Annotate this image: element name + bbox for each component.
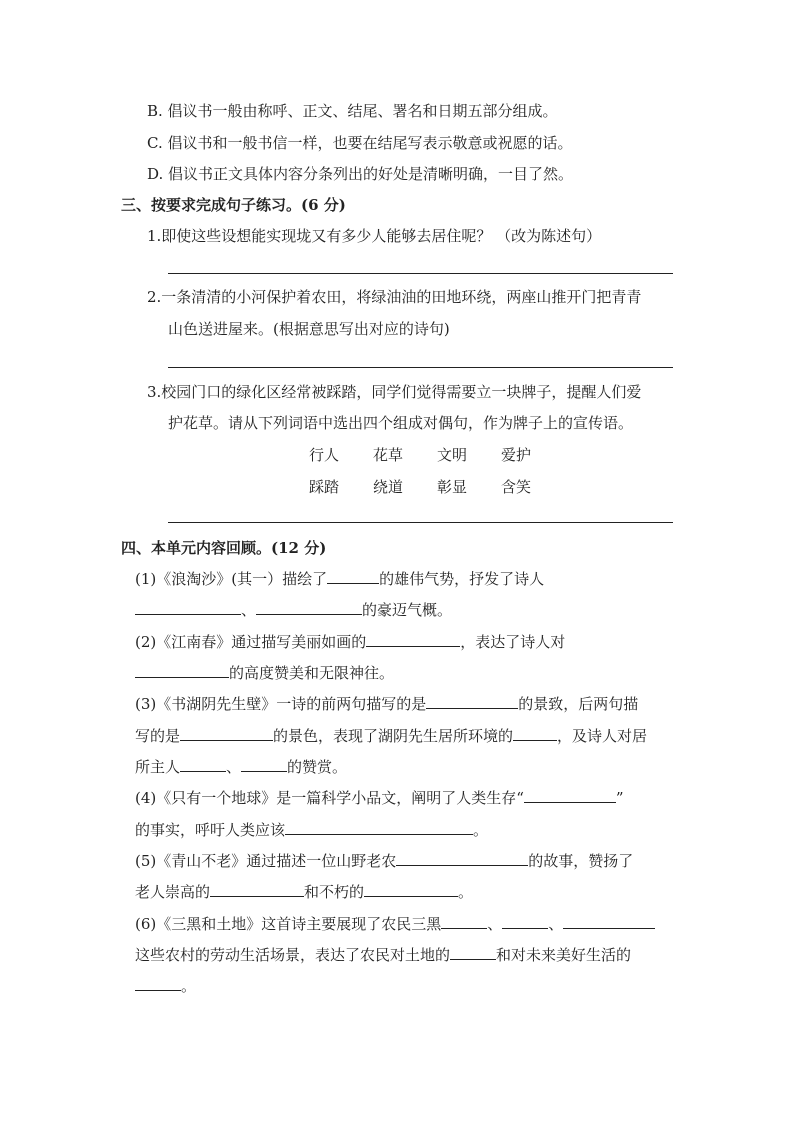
option-c: C. 倡议书和一般书信一样，也要在结尾写表示敬意或祝愿的话。 (147, 134, 573, 152)
section4-title: 四、本单元内容回顾。(12 分) (121, 539, 327, 557)
word-option: 行人 (309, 446, 340, 464)
review-item-5-line2: 老人崇高的 和不朽的 。 (135, 883, 474, 901)
review-item-6-line3: 。 (135, 975, 196, 997)
blank[interactable] (135, 975, 181, 991)
word-option: 彰显 (437, 478, 468, 496)
q2-text-line1: 2.一条清清的小河保护着农田，将绿油油的田地环绕，两座山推开门把青青 (147, 288, 642, 306)
blank[interactable] (563, 913, 655, 929)
word-option: 爱护 (501, 446, 532, 464)
q3-answer-line[interactable] (168, 522, 673, 523)
review-item-3-line1: (3)《书湖阴先生壁》一诗的前两句描写的是 的景致，后两句描 (135, 695, 639, 713)
blank[interactable] (396, 850, 528, 866)
review-item-3-line3: 所主人 、 的赞赏。 (135, 758, 348, 776)
q1-answer-line[interactable] (168, 273, 673, 274)
review-item-2-line2: 的高度赞美和无限神往。 (135, 662, 394, 684)
blank[interactable] (180, 725, 273, 741)
review-item-1-line1: (1)《浪淘沙》(其一）描绘了 的雄伟气势，抒发了诗人 (135, 570, 545, 588)
review-item-1-line2: 、 的豪迈气概。 (135, 599, 452, 621)
q3-text-line2: 护花草。请从下列词语中选出四个组成对偶句，作为牌子上的宣传语。 (168, 414, 634, 432)
blank[interactable] (256, 599, 362, 615)
word-option: 花草 (373, 446, 404, 464)
blank[interactable] (135, 662, 229, 678)
review-item-2-line1: (2)《江南春》通过描写美丽如画的 ，表达了诗人对 (135, 633, 566, 651)
blank[interactable] (502, 913, 548, 929)
blank[interactable] (366, 631, 460, 647)
review-item-5-line1: (5)《青山不老》通过描述一位山野老农 的故事，赞扬了 (135, 852, 634, 870)
review-item-6-line1: (6)《三黑和土地》这首诗主要展现了农民三黑 、 、 (135, 913, 655, 935)
blank[interactable] (241, 756, 287, 772)
option-d: D. 倡议书正文具体内容分条列出的好处是清晰明确，一目了然。 (147, 165, 574, 183)
section3-title: 三、按要求完成句子练习。(6 分) (121, 196, 346, 214)
word-option: 文明 (437, 446, 468, 464)
review-item-3-line2: 写的是 的景色，表现了湖阴先生居所环境的 ，及诗人对居 (135, 727, 648, 745)
blank[interactable] (210, 881, 304, 897)
q2-text-line2: 山色送进屋来。(根据意思写出对应的诗句) (168, 320, 450, 338)
q3-text-line1: 3.校园门口的绿化区经常被踩踏，同学们觉得需要立一块牌子，提醒人们爱 (147, 383, 642, 401)
blank[interactable] (441, 913, 487, 929)
word-option: 踩踏 (309, 478, 340, 496)
blank[interactable] (426, 693, 518, 709)
blank[interactable] (135, 599, 241, 615)
word-option: 绕道 (373, 478, 404, 496)
option-b: B. 倡议书一般由称呼、正文、结尾、署名和日期五部分组成。 (147, 102, 558, 120)
blank[interactable] (524, 787, 616, 803)
q2-answer-line[interactable] (168, 367, 673, 368)
review-item-6-line2: 这些农村的劳动生活场景，表达了农民对土地的 和对未来美好生活的 (135, 946, 632, 964)
review-item-4-line2: 的事实，呼吁人类应该 。 (135, 821, 489, 839)
blank[interactable] (180, 756, 226, 772)
q1-text: 1.即使这些设想能实现垅又有多少人能够去居住呢？ （改为陈述句） (147, 227, 602, 245)
blank[interactable] (327, 568, 379, 584)
blank[interactable] (513, 725, 557, 741)
blank[interactable] (364, 881, 458, 897)
word-option: 含笑 (501, 478, 532, 496)
blank[interactable] (285, 819, 473, 835)
blank[interactable] (450, 944, 496, 960)
review-item-4-line1: (4)《只有一个地球》是一篇科学小品文，阐明了人类生存“ ” (135, 789, 624, 807)
